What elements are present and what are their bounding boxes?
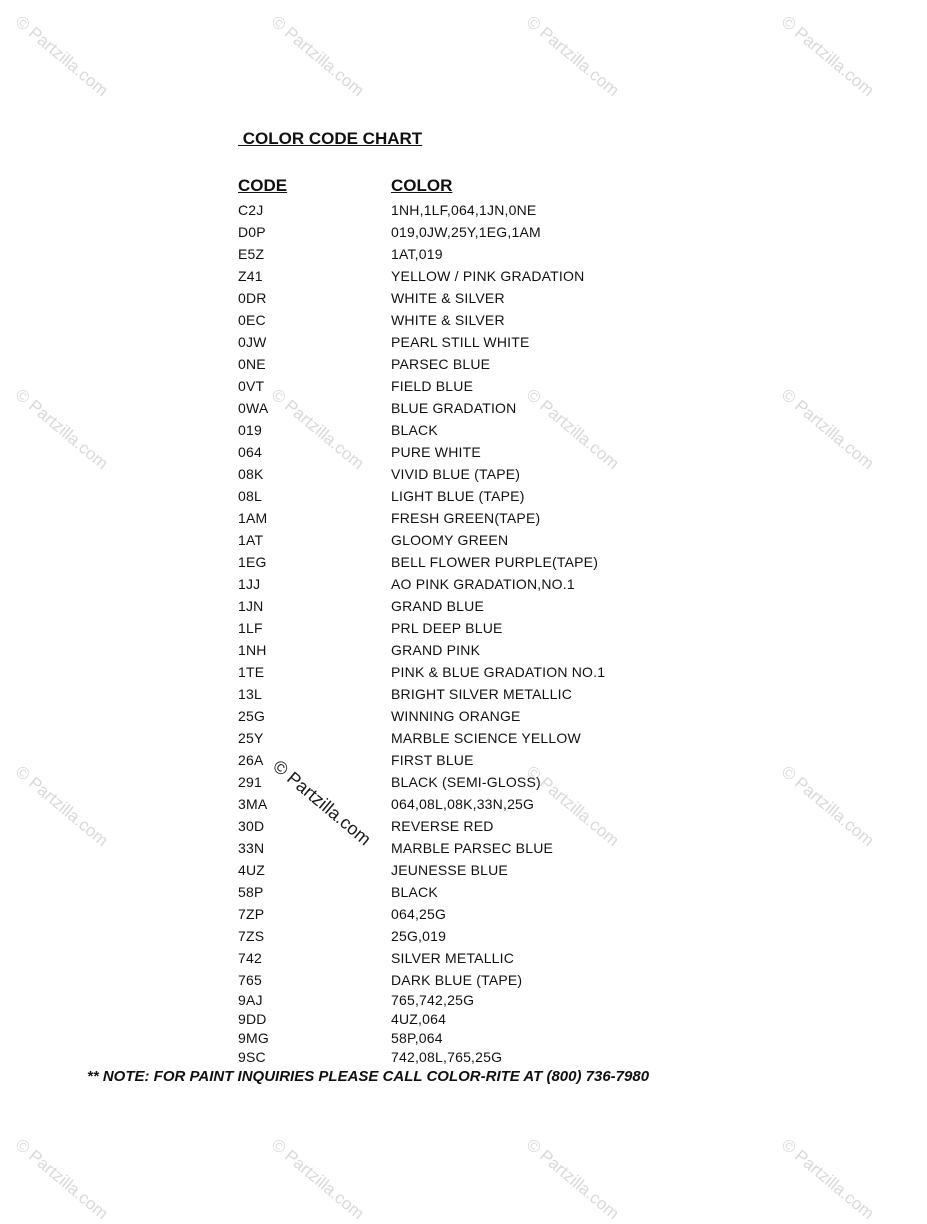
table-row: [238, 287, 758, 309]
code-cell: 291: [238, 774, 262, 790]
color-cell: JEUNESSE BLUE: [391, 862, 508, 878]
code-cell: 019: [238, 422, 262, 438]
table-row: [238, 463, 758, 485]
table-row: [238, 507, 758, 529]
color-cell: MARBLE PARSEC BLUE: [391, 840, 554, 856]
paint-inquiry-note: ** NOTE: FOR PAINT INQUIRIES PLEASE CALL COLOR-RITE AT (800) 736-7980: [87, 1068, 650, 1085]
table-row: [238, 441, 758, 463]
color-cell: 4UZ,064: [391, 1011, 447, 1027]
code-cell: 1AT: [238, 532, 264, 548]
table-row: [238, 375, 758, 397]
color-cell: SILVER METALLIC: [391, 950, 515, 966]
table-row: [238, 881, 758, 903]
code-cell: 3MA: [238, 796, 268, 812]
color-cell: 58P,064: [391, 1030, 443, 1046]
watermark: © Partzilla.com: [522, 385, 623, 474]
watermark: © Partzilla.com: [777, 762, 878, 851]
color-cell: VIVID BLUE (TAPE): [391, 466, 521, 482]
color-cell: DARK BLUE (TAPE): [391, 972, 523, 988]
color-cell: AO PINK GRADATION,NO.1: [391, 576, 575, 592]
code-cell: 9MG: [238, 1030, 269, 1046]
color-cell: 019,0JW,25Y,1EG,1AM: [391, 224, 541, 240]
code-cell: 9AJ: [238, 992, 263, 1008]
code-cell: 064: [238, 444, 262, 460]
table-row: [238, 1010, 758, 1029]
color-column-header: COLOR: [391, 176, 453, 195]
color-cell: PURE WHITE: [391, 444, 481, 460]
code-cell: 25G: [238, 708, 266, 724]
color-cell: BELL FLOWER PURPLE(TAPE): [391, 554, 599, 570]
watermark: © Partzilla.com: [522, 1135, 623, 1224]
table-row: [238, 771, 758, 793]
color-cell: WINNING ORANGE: [391, 708, 521, 724]
code-cell: 765: [238, 972, 262, 988]
table-row: [238, 639, 758, 661]
table-row: [238, 837, 758, 859]
color-cell: WHITE & SILVER: [391, 290, 505, 306]
color-cell: GRAND BLUE: [391, 598, 485, 614]
page-title: COLOR CODE CHART: [238, 129, 423, 148]
code-cell: 9DD: [238, 1011, 267, 1027]
code-cell: 0VT: [238, 378, 265, 394]
watermark: © Partzilla.com: [777, 1135, 878, 1224]
code-cell: 0JW: [238, 334, 267, 350]
color-cell: BLUE GRADATION: [391, 400, 517, 416]
color-cell: 25G,019: [391, 928, 447, 944]
watermark: © Partzilla.com: [11, 12, 112, 101]
color-cell: BLACK (SEMI-GLOSS): [391, 774, 541, 790]
code-cell: 1AM: [238, 510, 268, 526]
color-cell: GLOOMY GREEN: [391, 532, 509, 548]
table-row: [238, 793, 758, 815]
color-cell: MARBLE SCIENCE YELLOW: [391, 730, 581, 746]
table-row: [238, 683, 758, 705]
table-row: [238, 485, 758, 507]
code-cell: 33N: [238, 840, 265, 856]
color-cell: 765,742,25G: [391, 992, 475, 1008]
code-column-header: CODE: [238, 176, 288, 195]
code-cell: E5Z: [238, 246, 265, 262]
table-row: [238, 353, 758, 375]
color-code-table: [238, 199, 758, 1067]
color-cell: REVERSE RED: [391, 818, 494, 834]
code-cell: 0NE: [238, 356, 266, 372]
watermark: © Partzilla.com: [267, 1135, 368, 1224]
table-row: [238, 617, 758, 639]
table-row: [238, 199, 758, 221]
watermark: © Partzilla.com: [269, 756, 375, 850]
color-cell: PARSEC BLUE: [391, 356, 491, 372]
table-row: [238, 1029, 758, 1048]
watermark: © Partzilla.com: [11, 385, 112, 474]
color-cell: YELLOW / PINK GRADATION: [391, 268, 585, 284]
color-cell: BLACK: [391, 884, 438, 900]
color-cell: PEARL STILL WHITE: [391, 334, 530, 350]
code-cell: 0DR: [238, 290, 267, 306]
table-row: [238, 815, 758, 837]
table-row: [238, 991, 758, 1010]
table-row: [238, 727, 758, 749]
table-row: [238, 705, 758, 727]
watermark: © Partzilla.com: [777, 385, 878, 474]
table-row: [238, 925, 758, 947]
table-row: [238, 969, 758, 991]
table-row: [238, 749, 758, 771]
table-row: [238, 551, 758, 573]
code-cell: C2J: [238, 202, 264, 218]
code-cell: 0WA: [238, 400, 269, 416]
code-cell: 4UZ: [238, 862, 266, 878]
table-row: [238, 419, 758, 441]
table-row: [238, 331, 758, 353]
watermark: © Partzilla.com: [11, 1135, 112, 1224]
code-cell: D0P: [238, 224, 266, 240]
watermark: © Partzilla.com: [777, 12, 878, 101]
table-row: [238, 529, 758, 551]
code-cell: 58P: [238, 884, 264, 900]
table-row: [238, 903, 758, 925]
code-cell: 30D: [238, 818, 265, 834]
table-row: [238, 265, 758, 287]
color-cell: BRIGHT SILVER METALLIC: [391, 686, 572, 702]
color-cell: FRESH GREEN(TAPE): [391, 510, 541, 526]
color-cell: PINK & BLUE GRADATION NO.1: [391, 664, 606, 680]
code-cell: 742: [238, 950, 262, 966]
table-row: [238, 397, 758, 419]
code-cell: 08K: [238, 466, 264, 482]
watermark: © Partzilla.com: [522, 762, 623, 851]
color-cell: 742,08L,765,25G: [391, 1049, 503, 1065]
color-cell: BLACK: [391, 422, 438, 438]
code-cell: 7ZP: [238, 906, 265, 922]
code-cell: 1JN: [238, 598, 264, 614]
color-cell: GRAND PINK: [391, 642, 481, 658]
code-cell: Z41: [238, 268, 263, 284]
table-row: [238, 595, 758, 617]
code-cell: 13L: [238, 686, 262, 702]
table-row: [238, 221, 758, 243]
table-row: [238, 573, 758, 595]
color-cell: 064,25G: [391, 906, 447, 922]
code-cell: 25Y: [238, 730, 264, 746]
code-cell: 0EC: [238, 312, 266, 328]
watermark: © Partzilla.com: [267, 385, 368, 474]
table-row: [238, 947, 758, 969]
code-cell: 7ZS: [238, 928, 265, 944]
code-cell: 1NH: [238, 642, 267, 658]
color-cell: LIGHT BLUE (TAPE): [391, 488, 525, 504]
color-cell: 064,08L,08K,33N,25G: [391, 796, 535, 812]
watermark: © Partzilla.com: [11, 762, 112, 851]
table-row: [238, 309, 758, 331]
code-cell: 08L: [238, 488, 262, 504]
code-cell: 26A: [238, 752, 264, 768]
watermark: © Partzilla.com: [267, 12, 368, 101]
watermark: © Partzilla.com: [522, 12, 623, 101]
code-cell: 1JJ: [238, 576, 261, 592]
color-cell: FIRST BLUE: [391, 752, 474, 768]
code-cell: 1TE: [238, 664, 265, 680]
color-cell: PRL DEEP BLUE: [391, 620, 503, 636]
color-cell: 1NH,1LF,064,1JN,0NE: [391, 202, 537, 218]
code-cell: 1EG: [238, 554, 267, 570]
code-cell: 1LF: [238, 620, 263, 636]
color-cell: WHITE & SILVER: [391, 312, 505, 328]
table-row: [238, 1048, 758, 1067]
table-row: [238, 661, 758, 683]
table-row: [238, 243, 758, 265]
table-row: [238, 859, 758, 881]
code-cell: 9SC: [238, 1049, 266, 1065]
color-cell: 1AT,019: [391, 246, 443, 262]
color-cell: FIELD BLUE: [391, 378, 474, 394]
